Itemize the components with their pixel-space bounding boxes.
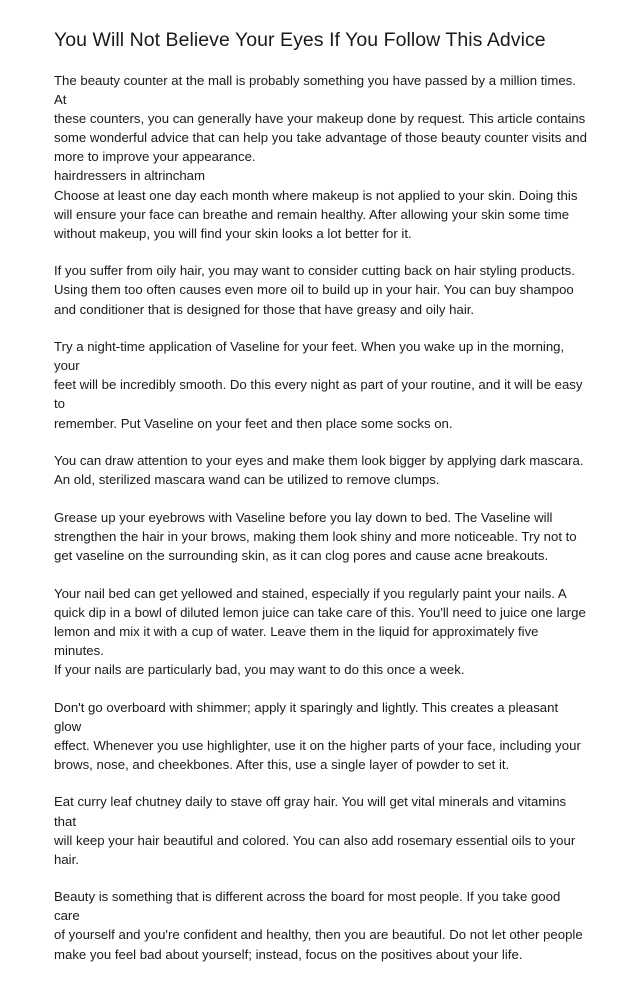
paragraph-list [54, 186, 588, 964]
body-paragraph [54, 792, 588, 868]
text-line: An old, sterilized mascara wand can be utilized to remove clumps. [54, 472, 440, 488]
text-line: Grease up your eyebrows with Vaseline before you lay down to bed. The Vaseline will [54, 509, 553, 525]
text-line: effect. Whenever you use highlighter, use it on the higher parts of your face, including your [54, 737, 581, 753]
text-line: remember. Put Vaseline on your feet and then place some socks on. [54, 415, 453, 431]
text-line: You can draw attention to your eyes and make them look bigger by applying dark mascara. [54, 453, 584, 469]
body-paragraph [54, 887, 588, 963]
text-line: without makeup, you will find your skin looks a lot better for it. [54, 225, 412, 241]
text-line: strengthen the hair in your brows, making them look shiny and more noticeable. Try not to [54, 528, 577, 544]
body-paragraph [54, 451, 588, 489]
text-line: Don't go overboard with shimmer; apply it sparingly and lightly. This creates a pleasant glow [54, 699, 559, 734]
body-paragraph [54, 698, 588, 774]
text-line: and conditioner that is designed for those that have greasy and oily hair. [54, 301, 475, 317]
body-paragraph [54, 261, 588, 318]
text-line: Your nail bed can get yellowed and stained, especially if you regularly paint your nails. A [54, 585, 567, 601]
text-line: lemon and mix it with a cup of water. Leave them in the liquid for approximately five minutes. [54, 623, 539, 658]
keyword-link[interactable]: hairdressers in altrincham [54, 168, 205, 184]
text-line: of yourself and you're confident and healthy, then you are beautiful. Do not let other people [54, 927, 583, 943]
text-line: Try a night-time application of Vaseline for your feet. When you wake up in the morning, your [54, 339, 565, 374]
body-paragraph [54, 337, 588, 432]
text-line: feet will be incredibly smooth. Do this every night as part of your routine, and it will be easy to [54, 377, 583, 412]
body-paragraph [54, 186, 588, 243]
text-line: make you feel bad about yourself; instead, focus on the positives about your life. [54, 946, 523, 962]
text-line: Choose at least one day each month where makeup is not applied to your skin. Doing this [54, 187, 578, 203]
text-line: these counters, you can generally have your makeup done by request. This article contains [54, 111, 586, 127]
document-title: You Will Not Believe Your Eyes If You Follow This Advice [54, 29, 546, 51]
body-paragraph [54, 508, 588, 565]
text-line: will keep your hair beautiful and colored. You can also add rosemary essential oils to your [54, 832, 576, 848]
text-line: hair. [54, 851, 79, 867]
text-line: quick dip in a bowl of diluted lemon juice can take care of this. You'll need to juice one large [54, 604, 586, 620]
text-line: Using them too often causes even more oil to build up in your hair. You can buy shampoo [54, 282, 574, 298]
text-line: get vaseline on the surrounding skin, as it can clog pores and cause acne breakouts. [54, 547, 549, 563]
text-line: If you suffer from oily hair, you may want to consider cutting back on hair styling products. [54, 263, 575, 279]
text-line: The beauty counter at the mall is probably something you have passed by a million times. At [54, 73, 576, 108]
text-line: brows, nose, and cheekbones. After this, use a single layer of powder to set it. [54, 756, 510, 772]
text-line: Beauty is something that is different across the board for most people. If you take good care [54, 889, 561, 924]
text-line: more to improve your appearance. [54, 149, 256, 165]
text-line: will ensure your face can breathe and remain healthy. After allowing your skin some time [54, 206, 570, 222]
text-line: some wonderful advice that can help you take advantage of those beauty counter visits and [54, 130, 587, 146]
document-page [54, 27, 588, 982]
text-line: If your nails are particularly bad, you may want to do this once a week. [54, 661, 465, 677]
text-line: Eat curry leaf chutney daily to stave off gray hair. You will get vital minerals and vitamins that [54, 794, 567, 829]
intro-paragraph [54, 71, 588, 166]
body-paragraph [54, 584, 588, 679]
